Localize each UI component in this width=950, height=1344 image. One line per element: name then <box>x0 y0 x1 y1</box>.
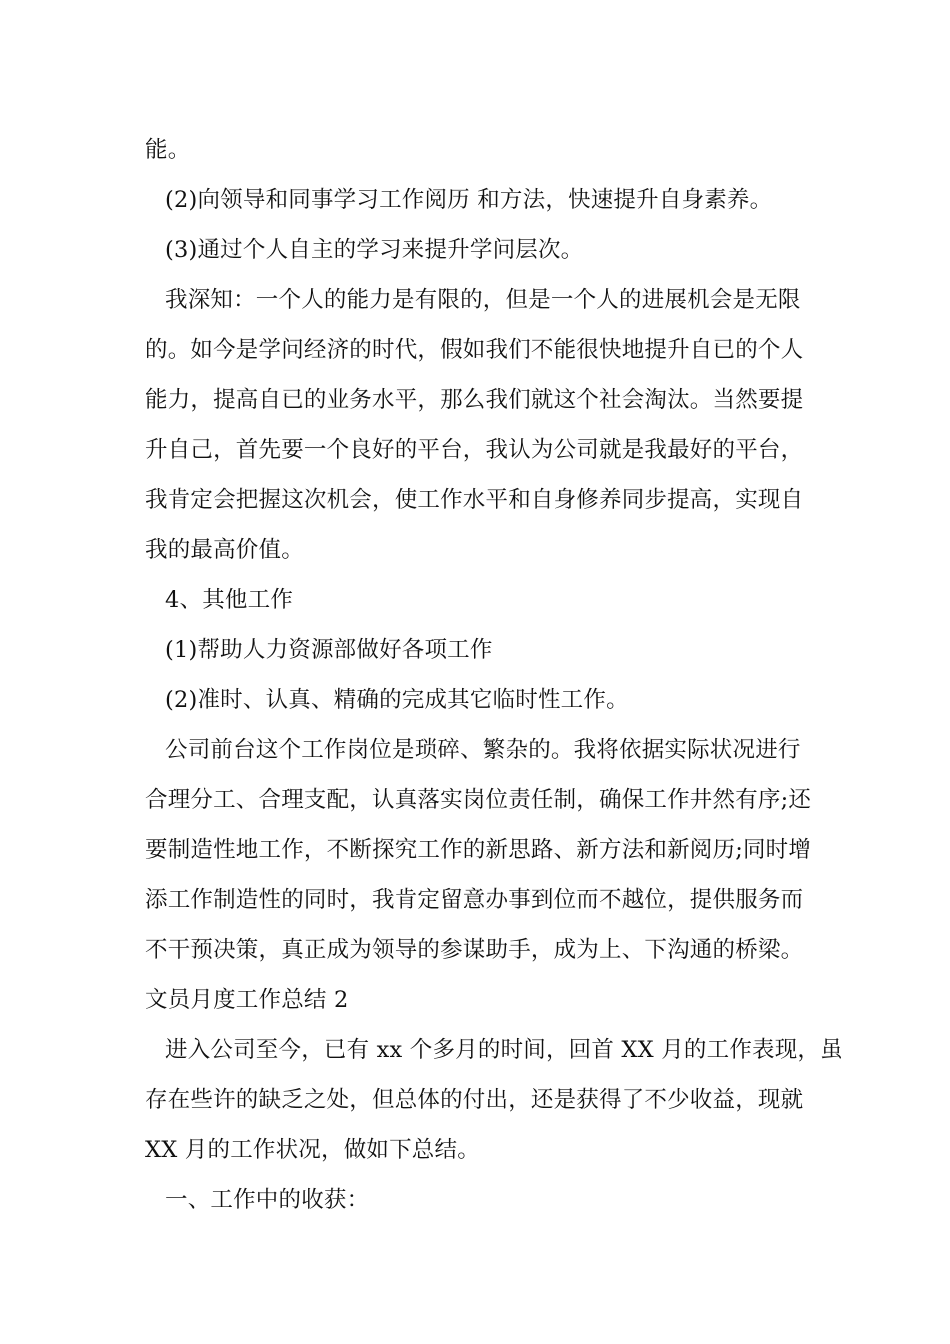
text-line-2: (2)向领导和同事学习工作阅历 和方法，快速提升自身素养。 <box>165 187 773 213</box>
section-title: 文员月度工作总结 2 <box>145 987 349 1013</box>
text-line-4: 我深知：一个人的能力是有限的，但是一个人的进展机会是无限 <box>165 287 801 313</box>
text-line-5: 的。如今是学问经济的时代，假如我们不能很快地提升自已的个人 <box>145 337 804 363</box>
text-line-17: 不干预决策，真正成为领导的参谋助手，成为上、下沟通的桥梁。 <box>145 937 804 963</box>
text-line-15: 要制造性地工作，不断探究工作的新思路、新方法和新阅历;同时增 <box>145 837 812 863</box>
text-line-12: (2)准时、认真、精确的完成其它临时性工作。 <box>165 687 629 713</box>
text-line-7: 升自己，首先要一个良好的平台，我认为公司就是我最好的平台， <box>145 437 804 463</box>
text-line-9: 我的最高价值。 <box>145 537 304 563</box>
text-line-8: 我肯定会把握这次机会，使工作水平和自身修养同步提高，实现自 <box>145 487 804 513</box>
text-line-16: 添工作制造性的同时，我肯定留意办事到位而不越位，提供服务而 <box>145 887 804 913</box>
text-line-13: 公司前台这个工作岗位是琐碎、繁杂的。我将依据实际状况进行 <box>165 737 801 763</box>
section-heading-other-work: 4、其他工作 <box>165 587 294 613</box>
text-line-20: 存在些许的缺乏之处，但总体的付出，还是获得了不少收益，现就 <box>145 1087 804 1113</box>
text-line-14: 合理分工、合理支配，认真落实岗位责任制，确保工作井然有序;还 <box>145 787 812 813</box>
text-line-19: 进入公司至今，已有 xx 个多月的时间，回首 XX 月的工作表现，虽 <box>165 1037 843 1063</box>
text-line-1: 能。 <box>145 137 191 163</box>
section-heading-gains: 一、工作中的收获： <box>165 1187 370 1213</box>
text-line-6: 能力，提高自已的业务水平，那么我们就这个社会淘汰。当然要提 <box>145 387 804 413</box>
text-line-21: XX 月的工作状况，做如下总结。 <box>145 1137 480 1163</box>
text-line-3: (3)通过个人自主的学习来提升学问层次。 <box>165 237 584 263</box>
text-line-11: (1)帮助人力资源部做好各项工作 <box>165 637 493 663</box>
